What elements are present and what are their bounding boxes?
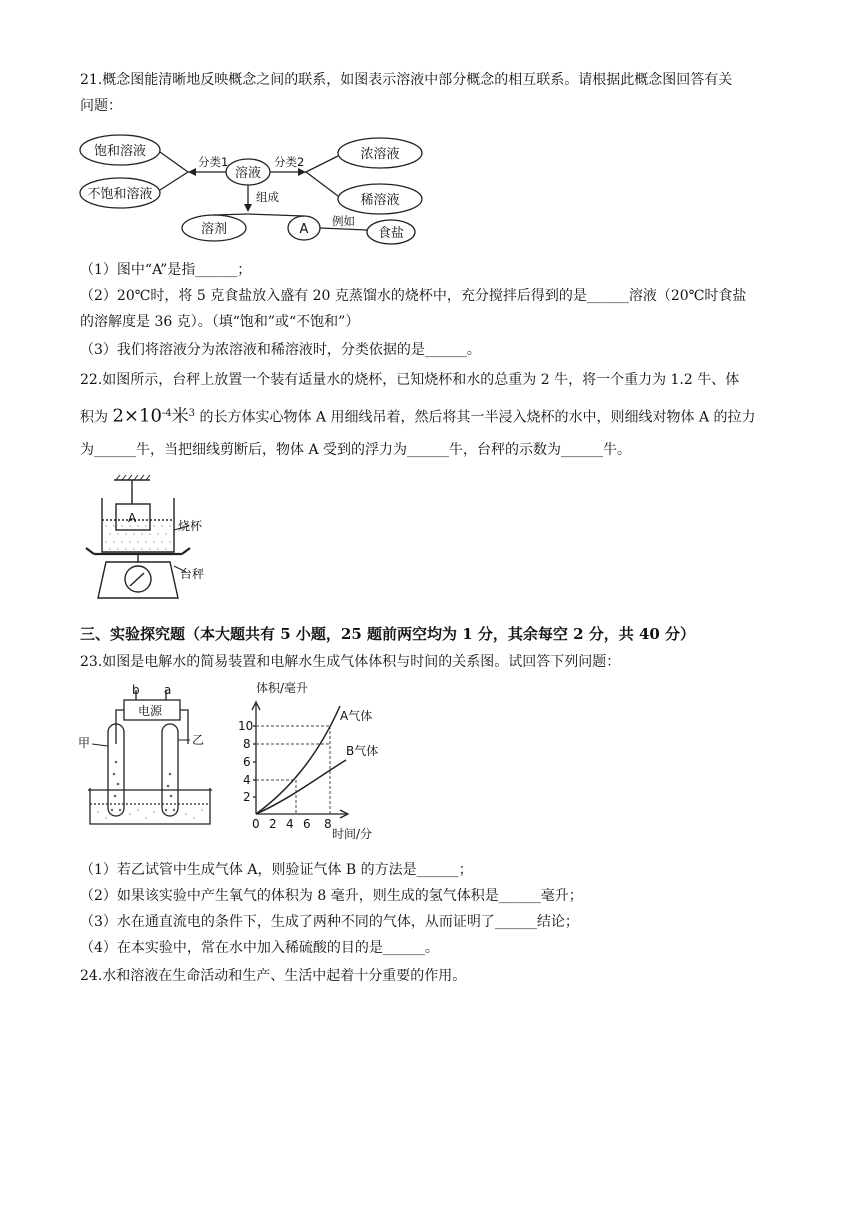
graph-ylabel: 体积/毫升 [256,681,309,695]
ytick-10: 10 [238,719,254,733]
q21-part2-line1: （2）20℃时，将 5 克食盐放入盛有 20 克蒸馏水的烧杯中，充分搅拌后得到的是______溶液（20℃时食盐 [80,288,747,304]
label-beaker: 烧杯 [178,519,203,533]
ytick-6: 6 [243,755,251,769]
label-salt: 食盐 [377,226,405,241]
legend-gas-a: A气体 [340,709,373,723]
q24-stem: 24.水和溶液在生命活动和生产、生活中起着十分重要的作用。 [80,968,467,984]
label-dilute: 稀溶液 [360,193,400,208]
label-saturated: 饱和溶液 [93,144,147,159]
ytick-8: 8 [243,737,251,751]
q21-part1: （1）图中“A”是指______； [80,262,252,278]
label-yi: 乙 [192,733,205,747]
q21-part3: （3）我们将溶液分为浓溶液和稀溶液时，分类依据的是______。 [80,342,481,358]
ytick-4: 4 [243,773,251,787]
q22-volume-formula: 2×10 [112,405,162,427]
curve-gas-b [256,760,346,814]
xtick-2: 2 [269,817,277,831]
q22-volume-unit: 米 [171,406,189,427]
q21-stem-line1: 21.概念图能清晰地反映概念之间的联系，如图表示溶液中部分概念的相互联系。请根据此概念图回答有关 [80,72,733,88]
graph-xlabel: 时间/分 [332,827,373,841]
balance-beaker-figure [78,474,218,606]
concept-map-diagram [78,122,428,252]
q22-volume-unit-exponent: 3 [188,408,196,419]
q22-line2-pre: 积为 [80,409,113,426]
label-terminal-a: a [164,684,172,697]
q23-part2: （2）如果该实验中产生氧气的体积为 8 毫升，则生成的氢气体积是______毫升； [80,888,583,904]
ytick-2: 2 [243,790,251,804]
q23-part4: （4）在本实验中，常在水中加入稀硫酸的目的是______。 [80,940,439,956]
q22-volume-exponent: -4 [161,408,172,419]
label-a: A [299,222,309,237]
legend-gas-b: B气体 [346,744,379,758]
curve-gas-a [256,706,340,814]
q22-line2-post: 的长方体实心物体 A 用细线吊着，然后将其一半浸入烧杯的水中，则细线对物体 A 的拉力 [195,409,756,426]
electrolysis-apparatus [78,684,228,844]
xtick-6: 6 [303,817,311,831]
label-scale: 台秤 [180,567,205,581]
xtick-8: 8 [324,817,332,831]
label-concentrated: 浓溶液 [360,147,400,162]
label-terminal-b: b [132,684,140,697]
label-class2: 分类2 [274,155,305,169]
q22-line1: 22.如图所示，台秤上放置一个装有适量水的烧杯，已知烧杯和水的总重为 2 牛，将一个重力为 1.2 牛、体 [80,372,740,388]
label-solution: 溶液 [234,166,262,181]
q23-part1: （1）若乙试管中生成气体 A，则验证气体 B 的方法是______； [80,862,473,878]
tube-yi [162,724,178,816]
label-block-a: A [128,511,137,525]
label-solvent: 溶剂 [200,222,228,237]
q23-part3: （3）水在通直流电的条件下，生成了两种不同的气体，从而证明了______结论； [80,914,579,930]
section3-heading: 三、实验探究题（本大题共有 5 小题，25 题前两空均为 1 分，其余每空 2 分，共 40 分） [80,625,696,643]
q21-part2-line2: 的溶解度是 36 克）。（填“饱和”或“不饱和”） [80,314,360,330]
label-composition: 组成 [256,190,279,204]
xtick-4: 4 [286,817,294,831]
q22-line2 [80,404,756,428]
label-class1: 分类1 [198,155,229,169]
q21-stem-line2: 问题： [80,98,122,114]
label-power: 电源 [138,704,163,718]
label-unsaturated: 不饱和溶液 [87,187,153,202]
label-jia: 甲 [78,736,91,750]
xtick-0: 0 [252,817,260,831]
q23-stem: 23.如图是电解水的简易装置和电解水生成气体体积与时间的关系图。试回答下列问题： [80,654,621,670]
gas-volume-time-graph [236,680,416,846]
label-example: 例如 [332,214,355,228]
q22-line3: 为______牛，当把细线剪断后，物体 A 受到的浮力为______牛，台秤的示数为______牛。 [80,442,632,458]
